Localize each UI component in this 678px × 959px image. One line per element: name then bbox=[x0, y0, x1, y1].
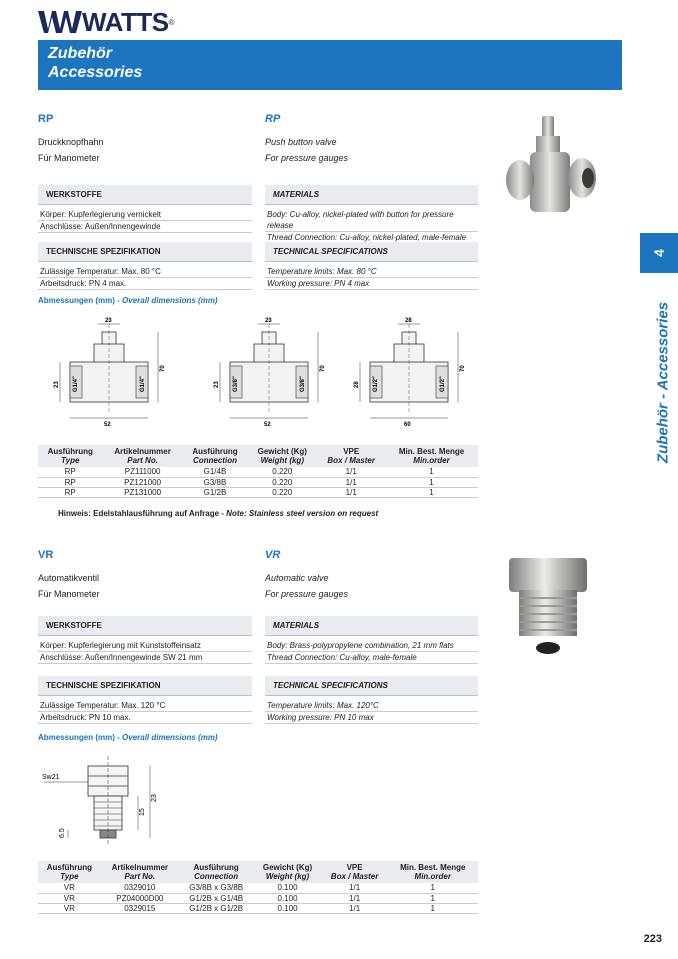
rp-table-cell: 0.220 bbox=[247, 487, 317, 497]
chapter-number: 4 bbox=[650, 249, 667, 257]
rp-table-cell: 1/1 bbox=[317, 487, 385, 497]
rp-table-cell: 0.220 bbox=[247, 477, 317, 487]
brand-name: WATTS bbox=[82, 6, 169, 37]
rp-column-header-de: VPE bbox=[343, 447, 360, 456]
section-banner bbox=[38, 40, 622, 90]
rp-column-header-de: Ausführung bbox=[192, 447, 238, 456]
rp-spec-en-title: TECHNICAL SPECIFICATIONS bbox=[265, 242, 478, 262]
rp-dim-top: 23 bbox=[265, 318, 272, 324]
vr-column-header-en: Min.order bbox=[414, 872, 451, 881]
rp-table-cell: 1 bbox=[385, 467, 478, 477]
vr-column-header-de: Ausführung bbox=[193, 863, 239, 872]
vr-table-row bbox=[38, 893, 478, 903]
rp-materials-de bbox=[38, 185, 252, 233]
rp-dim-thread-right: G1/4" bbox=[140, 376, 146, 392]
rp-column-header-en: Min.order bbox=[413, 456, 450, 465]
vr-table-cell: 1 bbox=[388, 903, 478, 913]
rp-table-cell: G3/8B bbox=[183, 477, 247, 487]
rp-column-header-en: Weight (kg) bbox=[260, 456, 304, 465]
vr-table bbox=[38, 861, 478, 914]
vr-column-header bbox=[101, 861, 179, 883]
vr-column-header bbox=[179, 861, 253, 883]
rp-drawings bbox=[50, 314, 490, 439]
rp-dim-thread-right: G3/8" bbox=[300, 376, 306, 392]
rp-materials-de-title: WERKSTOFFE bbox=[38, 185, 252, 205]
rp-dim-width: 60 bbox=[404, 422, 411, 428]
vr-column-header bbox=[38, 861, 101, 883]
rp-dim-thread-left: G3/8" bbox=[233, 376, 239, 392]
rp-materials-de-line: Anschlüsse: Außen/Innengewinde bbox=[38, 221, 252, 233]
vr-dim-h1: 23 bbox=[151, 794, 158, 802]
rp-table-cell: RP bbox=[38, 467, 102, 477]
rp-note-en: Note: Stainless steel version on request bbox=[226, 509, 379, 518]
vr-column-header-de: VPE bbox=[346, 863, 363, 872]
rp-table-cell: 1/1 bbox=[317, 477, 385, 487]
vr-table-cell: 1/1 bbox=[322, 893, 388, 903]
rp-materials-de-line: Körper: Kupferlegierung vernickelt bbox=[38, 209, 252, 221]
vr-column-header-de: Gewicht (Kg) bbox=[262, 863, 313, 872]
rp-materials-en bbox=[265, 185, 478, 244]
rp-spec-de-title: TECHNISCHE SPEZIFIKATION bbox=[38, 242, 252, 262]
vr-materials-en-line: Thread Connection: Cu-alloy, male-female bbox=[265, 652, 478, 664]
vr-dim-h3: 6.5 bbox=[59, 828, 66, 838]
rp-materials-en-line: Thread Connection: Cu-alloy, nickel-plated, male-female bbox=[265, 232, 478, 244]
rp-table-row bbox=[38, 477, 478, 487]
vr-table-cell: 0329010 bbox=[101, 883, 179, 893]
vr-table-cell: 0.100 bbox=[253, 903, 321, 913]
rp-name-en: Push button valve bbox=[265, 137, 337, 147]
rp-dim-thread-left: G1/4" bbox=[73, 376, 79, 392]
rp-use-en: For pressure gauges bbox=[265, 153, 349, 163]
rp-materials-en-title: MATERIALS bbox=[265, 185, 478, 205]
rp-table-cell: PZ131000 bbox=[102, 487, 182, 497]
vr-spec-en-title: TECHNICAL SPECIFICATIONS bbox=[265, 676, 478, 696]
rp-dim-top: 28 bbox=[405, 318, 412, 324]
rp-column-header-en: Connection bbox=[192, 456, 237, 465]
vr-column-header-en: Part No. bbox=[124, 872, 156, 881]
rp-note bbox=[58, 509, 378, 518]
side-label bbox=[624, 290, 674, 480]
rp-spec-en-line: Working pressure: PN 4 max bbox=[265, 278, 478, 290]
rp-table-cell: 1/1 bbox=[317, 467, 385, 477]
rp-column-header-de: Min. Best. Menge bbox=[398, 447, 465, 456]
vr-product-image bbox=[505, 548, 591, 658]
rp-note-de: Hinweis: Edelstahlausführung auf Anfrage - bbox=[58, 509, 227, 518]
rp-dim-top: 23 bbox=[105, 318, 112, 324]
vr-materials-de-line: Anschlüsse: Außen/Innengewinde SW 21 mm bbox=[38, 652, 252, 664]
rp-dim-left: 23 bbox=[54, 381, 60, 388]
vr-column-header-de: Artikelnummer bbox=[111, 863, 169, 872]
vr-table-row bbox=[38, 903, 478, 913]
rp-materials-en-line: Body: Cu-alloy, nickel-plated with button for pressure release bbox=[265, 209, 478, 232]
vr-materials-en-line: Body: Brass-polypropylene combination, 21 mm flats bbox=[265, 640, 478, 652]
vr-table-cell: VR bbox=[38, 883, 101, 893]
rp-column-header-en: Type bbox=[61, 456, 80, 465]
rp-column-header bbox=[183, 445, 247, 467]
rp-dim-left: 28 bbox=[354, 381, 360, 388]
rp-column-header-de: Artikelnummer bbox=[114, 447, 171, 456]
side-label-text: Zubehör - Accessories bbox=[654, 301, 672, 464]
vr-column-header-en: Connection bbox=[194, 872, 239, 881]
vr-table-cell: 0.100 bbox=[253, 883, 321, 893]
vr-use-en: For pressure gauges bbox=[265, 589, 349, 599]
rp-table-cell: G1/2B bbox=[183, 487, 247, 497]
vr-spec-de bbox=[38, 676, 252, 724]
rp-dim-height: 70 bbox=[460, 365, 466, 372]
rp-spec-de-line: Zulässige Temperatur: Max. 80 °C bbox=[38, 266, 252, 278]
rp-table-header bbox=[38, 445, 478, 467]
banner-title-en: Accessories bbox=[48, 64, 143, 81]
vr-table-cell: 0.100 bbox=[253, 893, 321, 903]
vr-column-header-de: Min. Best. Menge bbox=[400, 863, 466, 872]
rp-dim-title-en: Overall dimensions (mm) bbox=[122, 296, 218, 305]
vr-drawing bbox=[38, 752, 168, 852]
rp-column-header-de: Gewicht (Kg) bbox=[257, 447, 307, 456]
rp-table-cell: 0.220 bbox=[247, 467, 317, 477]
vr-table-cell: G1/2B x G1/2B bbox=[179, 903, 253, 913]
rp-column-header bbox=[385, 445, 478, 467]
vr-code-en: VR bbox=[265, 549, 281, 561]
rp-dim-height: 70 bbox=[160, 365, 166, 372]
rp-column-header bbox=[102, 445, 182, 467]
rp-dim-width: 52 bbox=[264, 422, 271, 428]
rp-table bbox=[38, 445, 478, 498]
rp-table-cell: 1 bbox=[385, 487, 478, 497]
vr-table-cell: 1/1 bbox=[322, 903, 388, 913]
vr-materials-de bbox=[38, 616, 252, 664]
vr-table-cell: G3/8B x G3/8B bbox=[179, 883, 253, 893]
vr-column-header-de: Ausführung bbox=[46, 863, 93, 872]
watts-logo bbox=[38, 8, 174, 36]
rp-code-de: RP bbox=[38, 113, 54, 125]
vr-table-cell: G1/2B x G1/4B bbox=[179, 893, 253, 903]
rp-spec-de-line: Arbeitsdruck: PN 4 max. bbox=[38, 278, 252, 290]
rp-use-de: Für Manometer bbox=[38, 153, 100, 163]
rp-column-header-en: Part No. bbox=[127, 456, 158, 465]
vr-name-en: Automatic valve bbox=[265, 573, 329, 583]
vr-materials-en bbox=[265, 616, 478, 664]
page-number: 223 bbox=[643, 933, 662, 945]
vr-table-cell: 0329015 bbox=[101, 903, 179, 913]
vr-table-cell: PZ04000D00 bbox=[101, 893, 179, 903]
vr-dim-title-de: Abmessungen (mm) - bbox=[38, 733, 123, 742]
rp-dim-thread-left: G1/2" bbox=[373, 376, 379, 392]
chapter-tab[interactable] bbox=[640, 233, 678, 273]
vr-table-cell: VR bbox=[38, 893, 101, 903]
vr-spec-en-line: Working pressure: PN 10 max bbox=[265, 712, 478, 724]
vr-spec-en-line: Temperature limits: Max. 120°C bbox=[265, 700, 478, 712]
rp-drawings-svg bbox=[50, 314, 490, 434]
rp-dim-title-de: Abmessungen (mm) - bbox=[38, 296, 123, 305]
vr-spec-de-title: TECHNISCHE SPEZIFIKATION bbox=[38, 676, 252, 696]
vr-dim-sw: Sw21 bbox=[42, 774, 60, 781]
vr-spec-de-line: Zulässige Temperatur: Max. 120 °C bbox=[38, 700, 252, 712]
vr-spec-en bbox=[265, 676, 478, 724]
rp-dim-left: 23 bbox=[214, 381, 220, 388]
rp-drawing bbox=[214, 318, 326, 428]
rp-column-header-de: Ausführung bbox=[47, 447, 93, 456]
vr-use-de: Für Manometer bbox=[38, 589, 100, 599]
rp-dim-width: 52 bbox=[104, 422, 111, 428]
rp-table-cell: RP bbox=[38, 487, 102, 497]
vr-column-header bbox=[388, 861, 478, 883]
vr-code-de: VR bbox=[38, 549, 54, 561]
rp-table-cell: 1 bbox=[385, 477, 478, 487]
brand-registered: ® bbox=[168, 17, 175, 27]
vr-dim-title bbox=[38, 733, 218, 742]
rp-name-de: Druckknopfhahn bbox=[38, 137, 104, 147]
rp-dim-height: 70 bbox=[320, 365, 326, 372]
watts-w-icon bbox=[38, 9, 82, 35]
banner-title-de: Zubehör bbox=[48, 45, 112, 62]
vr-materials-de-title: WERKSTOFFE bbox=[38, 616, 252, 636]
vr-materials-de-line: Körper: Kupferlegierung mit Kunststoffeinsatz bbox=[38, 640, 252, 652]
vr-table-cell: 1 bbox=[388, 893, 478, 903]
vr-spec-de-line: Arbeitsdruck: PN 10 max. bbox=[38, 712, 252, 724]
rp-column-header bbox=[38, 445, 102, 467]
vr-table-cell: 1 bbox=[388, 883, 478, 893]
rp-dim-title bbox=[38, 296, 218, 305]
vr-table-header bbox=[38, 861, 478, 883]
rp-table-cell: PZ121000 bbox=[102, 477, 182, 487]
rp-table-cell: PZ111000 bbox=[102, 467, 182, 477]
rp-table-row bbox=[38, 487, 478, 497]
rp-product-image bbox=[500, 112, 610, 222]
vr-column-header-en: Box / Master bbox=[330, 872, 379, 881]
rp-table-cell: G1/4B bbox=[183, 467, 247, 477]
rp-dim-thread-right: G1/2" bbox=[440, 376, 446, 392]
vr-dim-title-en: Overall dimensions (mm) bbox=[122, 733, 218, 742]
rp-column-header-en: Box / Master bbox=[327, 456, 375, 465]
rp-column-header bbox=[247, 445, 317, 467]
rp-spec-en-line: Temperature limits: Max. 80 °C bbox=[265, 266, 478, 278]
vr-table-cell: VR bbox=[38, 903, 101, 913]
rp-spec-en bbox=[265, 242, 478, 290]
vr-column-header-en: Weight (kg) bbox=[265, 872, 310, 881]
vr-materials-en-title: MATERIALS bbox=[265, 616, 478, 636]
rp-column-header bbox=[317, 445, 385, 467]
rp-code-en: RP bbox=[265, 113, 281, 125]
vr-table-row bbox=[38, 883, 478, 893]
rp-drawing bbox=[354, 318, 466, 428]
vr-column-header bbox=[322, 861, 388, 883]
rp-table-cell: RP bbox=[38, 477, 102, 487]
vr-column-header-en: Type bbox=[60, 872, 79, 881]
rp-drawing bbox=[54, 318, 166, 428]
rp-table-row bbox=[38, 467, 478, 477]
vr-name-de: Automatikventil bbox=[38, 573, 100, 583]
vr-table-cell: 1/1 bbox=[322, 883, 388, 893]
rp-spec-de bbox=[38, 242, 252, 290]
vr-dim-h2: 15 bbox=[139, 808, 146, 816]
vr-column-header bbox=[253, 861, 321, 883]
